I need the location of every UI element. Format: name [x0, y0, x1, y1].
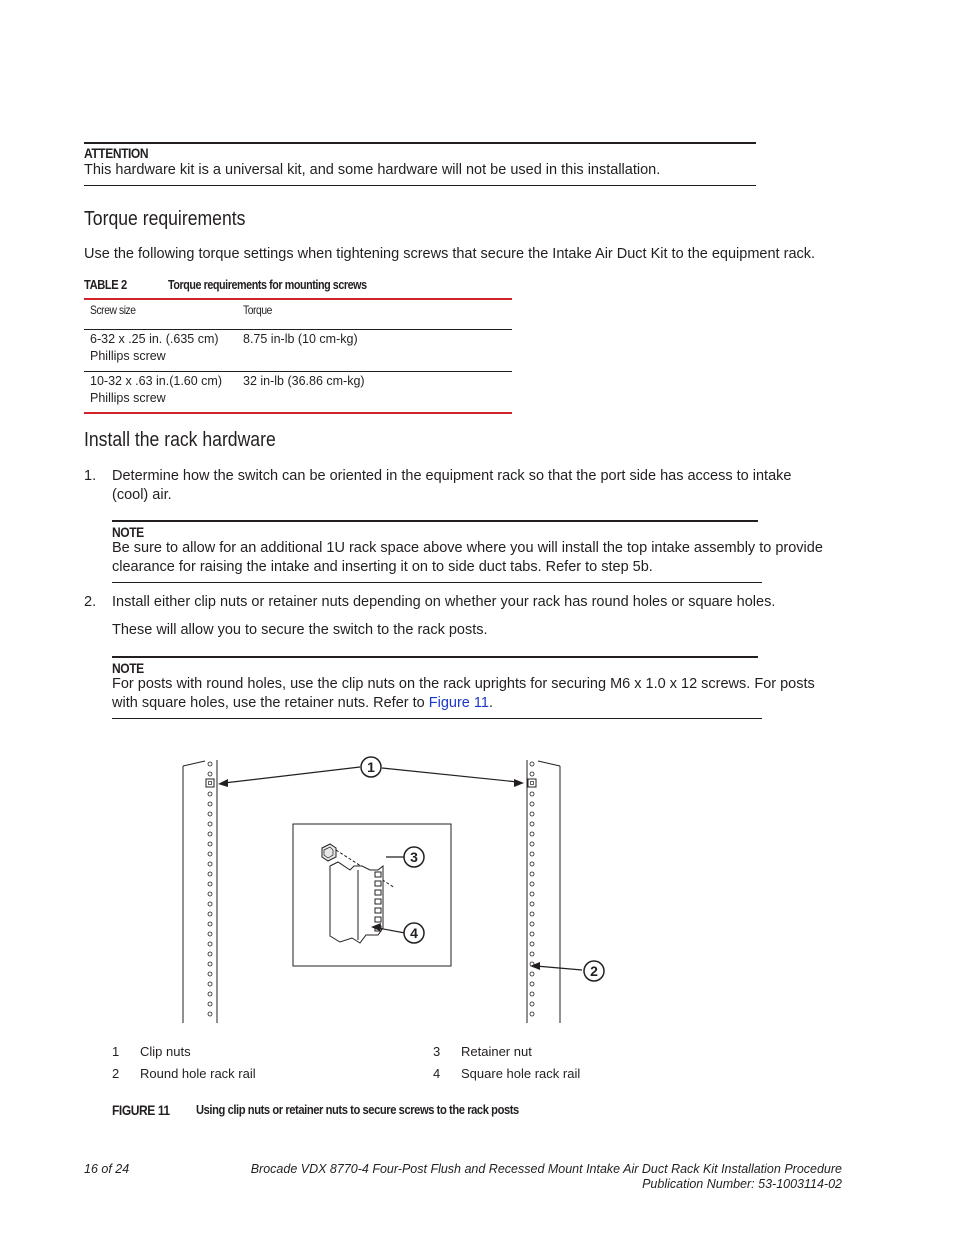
rail-hole: [530, 822, 534, 826]
square-hole-rail-drawing: [330, 862, 383, 943]
rail-hole: [208, 762, 212, 766]
step1-line2: (cool) air.: [112, 487, 172, 503]
rail-hole: [208, 952, 212, 956]
step2-number: 2.: [84, 594, 97, 610]
rail-hole: [530, 872, 534, 876]
rail-hole: [208, 872, 212, 876]
rail-hole: [530, 812, 534, 816]
rail-hole: [530, 902, 534, 906]
callout-1: [361, 757, 381, 777]
rail-hole: [208, 1002, 212, 1006]
rail-hole: [530, 762, 534, 766]
square-hole: [375, 899, 381, 904]
rail-hole: [208, 802, 212, 806]
attention-label: ATTENTION: [84, 145, 149, 161]
svg-text:4: 4: [410, 925, 418, 941]
legend-item-4: [433, 1066, 580, 1081]
legend-number: 1: [112, 1044, 120, 1059]
rail-hole: [208, 962, 212, 966]
note1-text: [112, 539, 823, 577]
figure-label: FIGURE 11: [112, 1102, 170, 1118]
square-hole: [375, 917, 381, 922]
attention-top-rule: [84, 142, 756, 144]
rail-hole: [208, 832, 212, 836]
rail-hole: [208, 892, 212, 896]
legend-item-2: [112, 1066, 256, 1081]
install-heading: Install the rack hardware: [84, 429, 276, 451]
rail-hole: [530, 862, 534, 866]
table-cell-screw-line2: Phillips screw: [90, 391, 166, 405]
rail-hole: [208, 972, 212, 976]
step2-text: Install either clip nuts or retainer nuts depending on whether your rack has round holes or square holes.: [112, 594, 776, 610]
rail-hole: [530, 992, 534, 996]
legend-number: 4: [433, 1066, 441, 1081]
rail-hole: [530, 792, 534, 796]
rail-hole: [530, 1002, 534, 1006]
torque-heading: Torque requirements: [84, 208, 246, 230]
table-header-torque: Torque: [243, 303, 272, 317]
clip-nut-right: [528, 779, 536, 787]
rail-hole: [530, 912, 534, 916]
torque-intro: Use the following torque settings when tightening screws that secure the Intake Air Duct Kit to the equipment rack.: [84, 246, 816, 262]
rail-hole: [530, 802, 534, 806]
svg-text:3: 3: [410, 849, 418, 865]
round-hole-rack-rail: [183, 760, 217, 1023]
table-row-rule: [84, 371, 512, 372]
legend-item-3: [433, 1044, 532, 1059]
rail-hole: [208, 772, 212, 776]
note1-line2: clearance for raising the intake and inserting it on to side duct tabs. Refer to step 5b.: [112, 559, 653, 575]
rail-hole: [208, 882, 212, 886]
step1-number: 1.: [84, 468, 97, 484]
rail-hole: [530, 1012, 534, 1016]
note2-label: NOTE: [112, 660, 144, 676]
rail-hole: [530, 952, 534, 956]
right-rack-rail: [527, 760, 560, 1023]
rail-hole: [530, 942, 534, 946]
table-cell-screw-line1: 6-32 x .25 in. (.635 cm): [90, 332, 219, 346]
rail-hole: [208, 902, 212, 906]
note2-line1: For posts with round holes, use the clip nuts on the rack uprights for securing M6 x 1.0 x 12 screws. For posts: [112, 676, 815, 692]
square-hole: [375, 890, 381, 895]
rail-hole: [530, 932, 534, 936]
attention-text: This hardware kit is a universal kit, and some hardware will not be used in this installation.: [84, 162, 661, 178]
table-top-rule: [84, 298, 512, 300]
rack-figure: [150, 750, 620, 1030]
table-row: [90, 373, 222, 407]
rail-hole: [208, 812, 212, 816]
legend-number: 2: [112, 1066, 120, 1081]
note1-top-rule: [112, 520, 758, 522]
figure11-link[interactable]: Figure 11: [428, 695, 489, 711]
square-hole: [375, 881, 381, 886]
rail-hole: [208, 982, 212, 986]
rail-hole: [530, 842, 534, 846]
legend-text: Square hole rack rail: [461, 1066, 581, 1081]
rail-hole: [530, 922, 534, 926]
table-label: TABLE 2: [84, 277, 127, 292]
legend-text: Round hole rack rail: [140, 1066, 256, 1081]
rail-hole: [208, 922, 212, 926]
rail-hole: [530, 892, 534, 896]
note2-line2: with square holes, use the retainer nuts. Refer to Figure 11.: [112, 695, 493, 711]
rail-hole: [530, 852, 534, 856]
rail-hole: [208, 822, 212, 826]
table-header-rule: [84, 329, 512, 330]
rail-hole: [208, 1012, 212, 1016]
rail-hole: [208, 942, 212, 946]
table-cell-screw-line1: 10-32 x .63 in.(1.60 cm): [90, 374, 223, 388]
table-row: [90, 331, 219, 365]
step1-text: [112, 467, 791, 505]
rail-hole: [208, 852, 212, 856]
rail-hole: [208, 992, 212, 996]
legend-text: Clip nuts: [140, 1044, 191, 1059]
rail-hole: [208, 842, 212, 846]
table-cell-torque: 32 in-lb (36.86 cm-kg): [243, 374, 365, 388]
square-hole: [375, 908, 381, 913]
rail-hole: [530, 772, 534, 776]
rail-hole: [208, 912, 212, 916]
square-hole: [375, 872, 381, 877]
note1-bottom-rule: [112, 582, 762, 583]
table-cell-screw-line2: Phillips screw: [90, 349, 166, 363]
note1-line1: Be sure to allow for an additional 1U rack space above where you will install the top intake assembly to provide: [112, 540, 823, 556]
note2-text: [112, 675, 815, 713]
rail-hole: [530, 832, 534, 836]
svg-text:2: 2: [590, 963, 598, 979]
attention-bottom-rule: [84, 185, 756, 186]
note1-label: NOTE: [112, 524, 144, 540]
step1-line1: Determine how the switch can be oriented in the equipment rack so that the port side has access to intake: [112, 468, 792, 484]
table-caption: Torque requirements for mounting screws: [168, 278, 367, 292]
rail-hole: [530, 882, 534, 886]
rail-hole: [208, 792, 212, 796]
clip-nut-left: [206, 779, 214, 787]
step2-subtext: These will allow you to secure the switch to the rack posts.: [112, 622, 488, 638]
footer-doc-title: Brocade VDX 8770-4 Four-Post Flush and Recessed Mount Intake Air Duct Rack Kit Installation Procedure: [250, 1162, 842, 1176]
note2-top-rule: [112, 656, 758, 658]
legend-item-1: [112, 1044, 191, 1059]
svg-text:1: 1: [367, 759, 375, 775]
note2-bottom-rule: [112, 718, 762, 719]
table-bottom-rule: [84, 412, 512, 414]
callout-4: [404, 923, 424, 943]
rail-hole: [530, 972, 534, 976]
callout-3: [404, 847, 424, 867]
footer-page-number: 16 of 24: [84, 1162, 130, 1176]
table-header-screw: Screw size: [90, 303, 136, 317]
footer-publication-number: Publication Number: 53-1003114-02: [642, 1177, 842, 1191]
legend-number: 3: [433, 1044, 441, 1059]
rail-hole: [208, 932, 212, 936]
rail-hole: [530, 982, 534, 986]
legend-text: Retainer nut: [461, 1044, 532, 1059]
table-cell-torque: 8.75 in-lb (10 cm-kg): [243, 332, 358, 346]
callout-2: [584, 961, 604, 981]
rail-hole: [208, 862, 212, 866]
figure-caption: Using clip nuts or retainer nuts to secure screws to the rack posts: [196, 1102, 519, 1117]
